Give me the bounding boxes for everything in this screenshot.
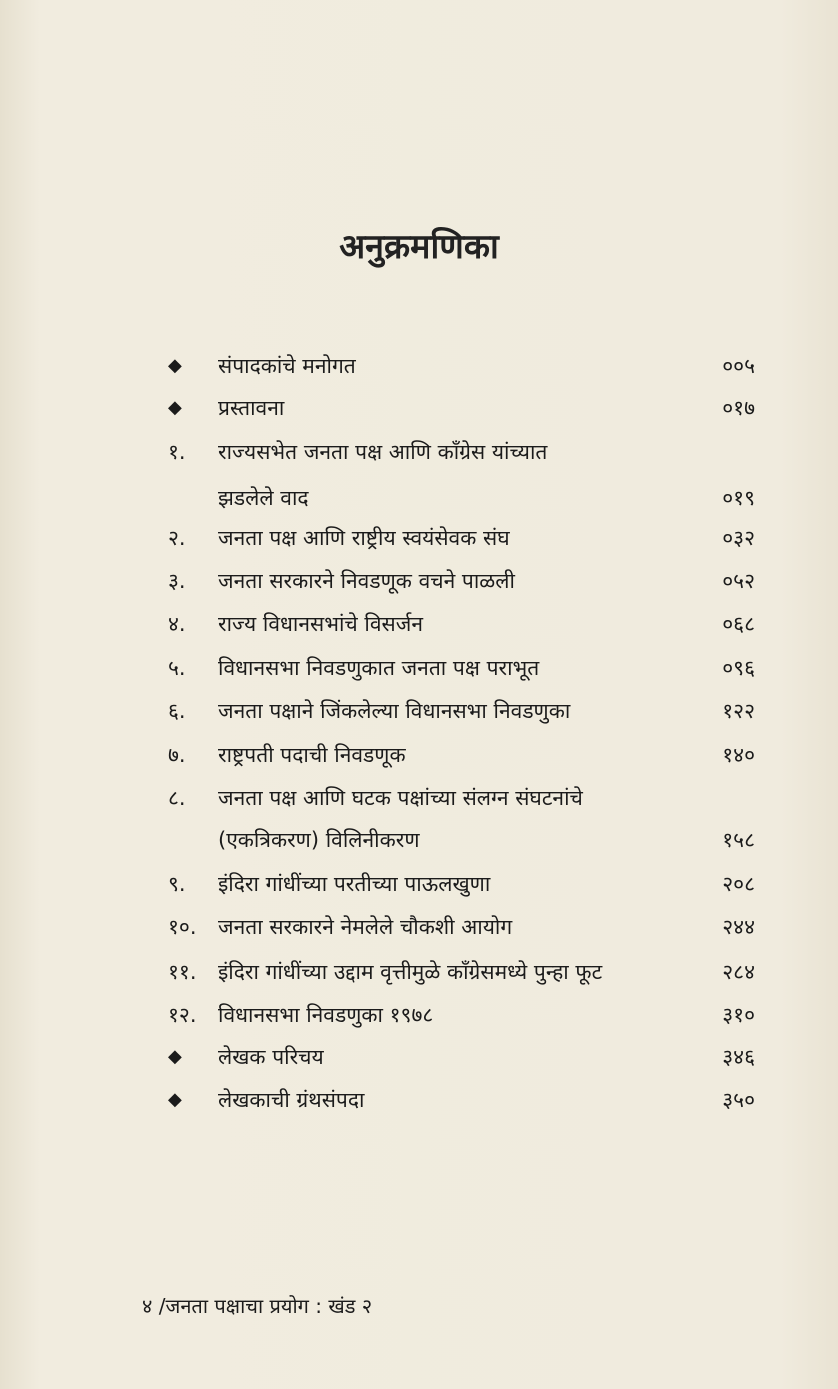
toc-entry-page-number: ०१९	[722, 486, 755, 510]
toc-entry-title: संपादकांचे मनोगत	[218, 354, 356, 378]
toc-entry-title: राज्य विधानसभांचे विसर्जन	[218, 612, 423, 636]
toc-entry	[0, 1080, 838, 1120]
toc-entry-number: ११.	[168, 960, 197, 984]
toc-entry-page-number: १४०	[722, 743, 755, 767]
toc-entry-title: जनता सरकारने निवडणूक वचने पाळली	[218, 569, 515, 593]
toc-entry-page-number: २८४	[722, 960, 755, 984]
toc-entry	[0, 820, 838, 860]
toc-entry-number: ७.	[168, 743, 186, 767]
diamond-bullet-icon: ◆	[168, 1089, 182, 1110]
toc-entry-title: जनता पक्षाने जिंकलेल्या विधानसभा निवडणुका	[218, 699, 571, 723]
toc-entry-page-number: ०६८	[722, 612, 755, 636]
toc-entry	[0, 561, 838, 601]
toc-entry	[0, 518, 838, 558]
page-footer: ४ /जनता पक्षाचा प्रयोग : खंड २	[142, 1294, 373, 1318]
toc-entry-title: इंदिरा गांधींच्या उद्दाम वृत्तीमुळे काँग्रेसमध्ये पुन्हा फूट	[218, 960, 603, 984]
toc-entry	[0, 995, 838, 1035]
toc-entry	[0, 907, 838, 947]
toc-entry	[0, 735, 838, 775]
toc-entry	[0, 478, 838, 518]
toc-entry	[0, 604, 838, 644]
toc-entry	[0, 1037, 838, 1077]
diamond-bullet-icon: ◆	[168, 355, 182, 376]
diamond-bullet-icon: ◆	[168, 397, 182, 418]
toc-entry	[0, 388, 838, 428]
toc-entry-title: लेखकाची ग्रंथसंपदा	[218, 1088, 365, 1112]
toc-entry-page-number: ०३२	[722, 526, 755, 550]
toc-entry	[0, 648, 838, 688]
diamond-bullet-icon: ◆	[168, 1046, 182, 1067]
toc-entry-page-number: ३५०	[722, 1088, 755, 1112]
toc-entry-number: १२.	[168, 1003, 197, 1027]
toc-entry-page-number: ००५	[722, 354, 755, 378]
toc-entry	[0, 691, 838, 731]
toc-entry-page-number: ०५२	[722, 569, 755, 593]
toc-entry-title: राज्यसभेत जनता पक्ष आणि काँग्रेस यांच्यात	[218, 440, 548, 464]
toc-entry-title: जनता पक्ष आणि घटक पक्षांच्या संलग्न संघटनांचे	[218, 786, 583, 810]
toc-entry-title: लेखक परिचय	[218, 1045, 324, 1069]
toc-entry-number: २.	[168, 526, 186, 550]
toc-entry-page-number: ३४६	[722, 1045, 755, 1069]
toc-entry-page-number: १२२	[722, 699, 755, 723]
toc-entry	[0, 864, 838, 904]
toc-entry	[0, 432, 838, 472]
toc-entry-number: ६.	[168, 699, 186, 723]
toc-entry-title: (एकत्रिकरण) विलिनीकरण	[218, 828, 420, 852]
toc-entry-number: ३.	[168, 569, 186, 593]
toc-entry-title: प्रस्तावना	[218, 396, 285, 420]
toc-entry-number: ५.	[168, 656, 186, 680]
toc-entry-number: ४.	[168, 612, 186, 636]
toc-entry-number: ९.	[168, 872, 186, 896]
toc-entry	[0, 346, 838, 386]
toc-entry-title: इंदिरा गांधींच्या परतीच्या पाऊलखुणा	[218, 872, 491, 896]
toc-entry-number: १०.	[168, 915, 197, 939]
toc-entry-number: १.	[168, 440, 186, 464]
toc-entry-page-number: ०१७	[722, 396, 755, 420]
toc-entry-page-number: २०८	[722, 872, 755, 896]
toc-entry-page-number: ३१०	[722, 1003, 755, 1027]
page-title: अनुक्रमणिका	[339, 227, 499, 267]
toc-entry-title: विधानसभा निवडणुका १९७८	[218, 1003, 434, 1027]
toc-entry-title: झडलेले वाद	[218, 486, 309, 510]
toc-entry-title: विधानसभा निवडणुकात जनता पक्ष पराभूत	[218, 656, 540, 680]
toc-entry-title: जनता पक्ष आणि राष्ट्रीय स्वयंसेवक संघ	[218, 526, 510, 550]
toc-entry-title: राष्ट्रपती पदाची निवडणूक	[218, 743, 406, 767]
toc-entry-page-number: २४४	[722, 915, 755, 939]
toc-entry-page-number: १५८	[722, 828, 755, 852]
toc-entry-page-number: ०९६	[722, 656, 755, 680]
toc-entry	[0, 778, 838, 818]
toc-entry-title: जनता सरकारने नेमलेले चौकशी आयोग	[218, 915, 513, 939]
toc-entry	[0, 952, 838, 992]
toc-entry-number: ८.	[168, 786, 186, 810]
